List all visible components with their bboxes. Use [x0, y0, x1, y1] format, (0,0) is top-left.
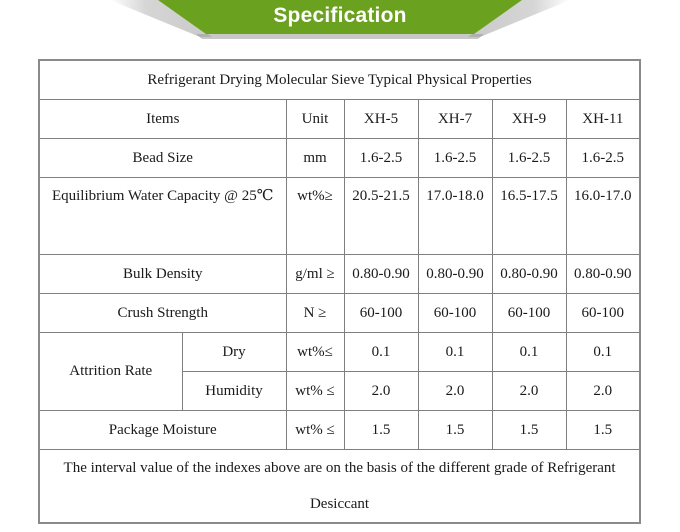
cell-xh11: 2.0 [566, 372, 640, 411]
row-label: Crush Strength [39, 294, 286, 333]
cell-xh5: 1.6-2.5 [344, 139, 418, 178]
cell-xh11: 1.5 [566, 411, 640, 450]
cell-xh7: 17.0-18.0 [418, 178, 492, 255]
table-row-bulk-density [39, 255, 640, 294]
header-items: Items [39, 100, 286, 139]
row-unit: wt%≤ [286, 333, 344, 372]
header-unit: Unit [286, 100, 344, 139]
specification-banner [0, 0, 680, 44]
row-label: Package Moisture [39, 411, 286, 450]
cell-xh9: 0.80-0.90 [492, 255, 566, 294]
cell-xh7: 0.80-0.90 [418, 255, 492, 294]
cell-xh5: 2.0 [344, 372, 418, 411]
cell-xh5: 0.80-0.90 [344, 255, 418, 294]
cell-xh11: 0.80-0.90 [566, 255, 640, 294]
table-row-attrition-dry [39, 333, 640, 372]
row-label: Equilibrium Water Capacity @ 25℃ [39, 178, 286, 255]
cell-xh5: 20.5-21.5 [344, 178, 418, 255]
cell-xh11: 16.0-17.0 [566, 178, 640, 255]
table-header-row [39, 100, 640, 139]
cell-xh5: 0.1 [344, 333, 418, 372]
sub-label-humidity: Humidity [182, 372, 286, 411]
header-grade-xh7: XH-7 [418, 100, 492, 139]
row-unit: wt%≥ [286, 178, 344, 255]
cell-xh7: 1.5 [418, 411, 492, 450]
header-grade-xh11: XH-11 [566, 100, 640, 139]
header-grade-xh9: XH-9 [492, 100, 566, 139]
row-label: Bulk Density [39, 255, 286, 294]
row-unit: wt% ≤ [286, 411, 344, 450]
table-row-crush-strength [39, 294, 640, 333]
cell-xh9: 16.5-17.5 [492, 178, 566, 255]
row-unit: N ≥ [286, 294, 344, 333]
row-label-attrition-rate: Attrition Rate [39, 333, 182, 411]
cell-xh9: 1.5 [492, 411, 566, 450]
cell-xh7: 1.6-2.5 [418, 139, 492, 178]
cell-xh9: 1.6-2.5 [492, 139, 566, 178]
cell-xh5: 60-100 [344, 294, 418, 333]
cell-xh9: 60-100 [492, 294, 566, 333]
row-unit: wt% ≤ [286, 372, 344, 411]
cell-xh5: 1.5 [344, 411, 418, 450]
cell-xh9: 2.0 [492, 372, 566, 411]
cell-xh9: 0.1 [492, 333, 566, 372]
table-title: Refrigerant Drying Molecular Sieve Typical Physical Properties [39, 60, 640, 100]
cell-xh11: 0.1 [566, 333, 640, 372]
cell-xh7: 2.0 [418, 372, 492, 411]
cell-xh7: 0.1 [418, 333, 492, 372]
row-unit: g/ml ≥ [286, 255, 344, 294]
cell-xh7: 60-100 [418, 294, 492, 333]
sub-label-dry: Dry [182, 333, 286, 372]
table-footnote: The interval value of the indexes above are on the basis of the different grade of Refrigerant Desiccant [39, 450, 640, 524]
row-label: Bead Size [39, 139, 286, 178]
banner-title: Specification [273, 4, 407, 27]
table-title-row [39, 60, 640, 100]
cell-xh11: 60-100 [566, 294, 640, 333]
specification-table [38, 59, 641, 524]
table-footnote-row [39, 450, 640, 524]
table-row-water-capacity [39, 178, 640, 255]
row-unit: mm [286, 139, 344, 178]
cell-xh11: 1.6-2.5 [566, 139, 640, 178]
header-grade-xh5: XH-5 [344, 100, 418, 139]
table-row-bead-size [39, 139, 640, 178]
table-row-package-moisture [39, 411, 640, 450]
